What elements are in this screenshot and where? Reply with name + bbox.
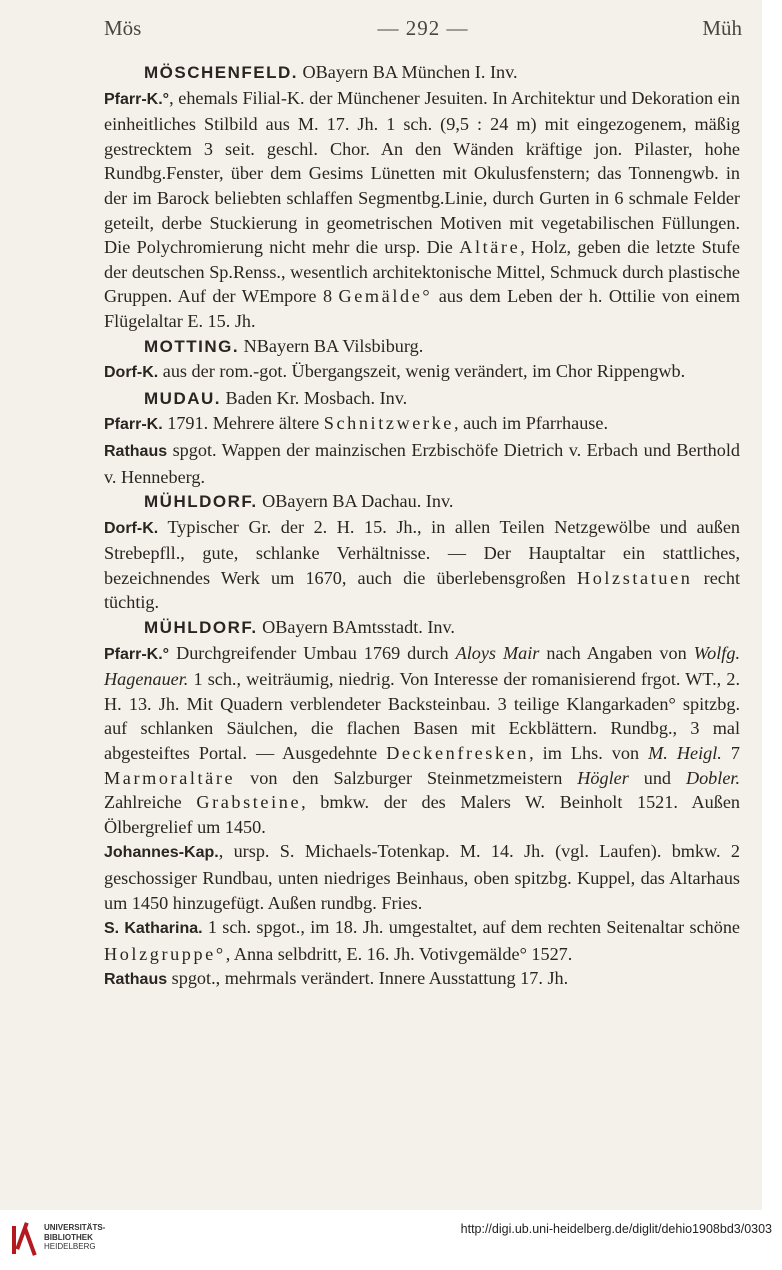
- place-heading: [104, 386, 740, 412]
- place-name: MÜHLDORF.: [144, 618, 258, 638]
- source-url-link[interactable]: http://digi.ub.uni-heidelberg.de/diglit/dehio1908bd3/0303: [460, 1222, 772, 1236]
- artist-name: Högler: [577, 767, 629, 788]
- entry-text: , im Lhs. von: [529, 743, 649, 764]
- place-name: MOTTING.: [144, 336, 240, 356]
- main-text: [104, 60, 740, 993]
- artist-name: Aloys Mair: [455, 642, 540, 663]
- entry-text: aus der rom.-got. Übergangszeit, wenig verändert, im Chor Rippengwb.: [158, 361, 686, 382]
- place-name: MÖSCHENFELD.: [144, 63, 298, 82]
- place-location: Baden Kr. Mosbach. Inv.: [221, 387, 408, 408]
- entry-text: 7: [721, 743, 741, 764]
- building-keyword: Pfarr-K.°: [104, 645, 170, 663]
- building-keyword: Rathaus: [104, 971, 168, 989]
- building-keyword: Dorf-K.: [104, 519, 159, 537]
- building-keyword: Johannes-Kap.: [104, 844, 219, 862]
- building-entry: [104, 517, 740, 613]
- running-header: [104, 16, 742, 46]
- place-heading: [104, 615, 740, 641]
- entry-text: 1 sch. spgot., im 18. Jh. umgestaltet, auf dem rechten Seitenaltar schöne: [202, 917, 740, 938]
- spaced-term: Schnitzwerke: [323, 413, 454, 434]
- place-entry: [104, 615, 740, 993]
- building-entry: [104, 641, 740, 840]
- spaced-term: Altäre: [459, 237, 521, 258]
- entry-text: 1791. Mehrere ältere: [162, 413, 324, 434]
- library-name-line: BIBLIOTHEK: [44, 1232, 93, 1242]
- spaced-term: Holzstatuen: [576, 567, 693, 588]
- place-entry: [104, 489, 740, 615]
- place-location: OBayern BAmtsstadt. Inv.: [257, 617, 455, 638]
- building-entry: [104, 438, 740, 489]
- place-location: NBayern BA Vilsbiburg.: [239, 335, 424, 356]
- entry-text: , bmkw. der des Malers W. Beinholt 1521. Außen Ölbergrelief um 1450.: [104, 792, 740, 837]
- entry-text: Durchgreifender Umbau 1769 durch: [169, 642, 456, 663]
- entry-text: nach Angaben von: [539, 642, 694, 663]
- heidelberg-university-logo-icon: [10, 1220, 40, 1260]
- place-name: MUDAU.: [144, 388, 221, 408]
- artist-name: Dobler.: [685, 767, 741, 788]
- building-keyword: Rathaus: [104, 442, 168, 460]
- place-entry: [104, 60, 740, 334]
- building-keyword: Pfarr-K.°: [104, 90, 170, 108]
- entry-text: 1 sch., weiträumig, niedrig. Von Interesse der romanisierend frgot. WT., 2. H. 13. Jh. Mit Quadern verblendeter Backsteinbau. 3 teilige Klangarkaden° spitzbg. auf schlanken Säulchen, die flachen Basen mit Eckblättern. Rundbg., 3 mal abgesteiftes Portal. — Ausgedehnte: [104, 669, 740, 764]
- library-name: [44, 1223, 105, 1252]
- entry-text: aus dem Leben der h. Ottilie von einem Flügelaltar E. 15. Jh.: [104, 286, 740, 331]
- building-keyword: Pfarr-K.: [104, 416, 163, 434]
- building-keyword: S. Katharina.: [104, 920, 203, 938]
- entry-text: , Holz, geben die letzte Stufe der deutschen Sp.Renss., wesentlich architektonische Mittel, Schmuck durch plastische Gruppen. Auf der WEmpore 8: [104, 237, 740, 307]
- place-name: MÜHLDORF.: [144, 492, 258, 512]
- artist-name: M. Heigl.: [648, 743, 722, 764]
- building-entry: [104, 411, 740, 438]
- spaced-term: Grabsteine: [196, 792, 302, 813]
- entry-text: , ursp. S. Michaels-Totenkap. M. 14. Jh. (vgl. Laufen). bmkw. 2 geschossiger Rundbau, unten niedriges Beinhaus, oben spitzbg. Kuppel, das Altarhaus um 1450 hinzugefügt. Außen rundbg. Fries.: [104, 841, 740, 913]
- place-entry: [104, 386, 740, 489]
- entry-text: , auch im Pfarrhause.: [453, 413, 609, 434]
- place-heading: [104, 60, 740, 86]
- place-heading: [104, 489, 740, 515]
- entry-text: Zahlreiche: [104, 792, 197, 813]
- entry-text: spgot. Wappen der mainzischen Erzbischöfe Dietrich v. Erbach und Berthold v. Henneberg.: [104, 439, 740, 487]
- artist-name: Wolfg. Hagenauer.: [104, 642, 740, 690]
- spaced-term: Holzgruppe°: [104, 943, 226, 964]
- spaced-term: Gemälde°: [338, 286, 433, 307]
- building-entry: [104, 915, 740, 966]
- entry-text: von den Salzburger Steinmetzmeistern: [235, 767, 578, 788]
- library-name-line: HEIDELBERG: [44, 1242, 96, 1251]
- spaced-term: Marmoraltäre: [104, 767, 236, 788]
- page-number: — 292 —: [377, 16, 469, 40]
- building-entry: [104, 361, 685, 381]
- entry-text: und: [628, 767, 686, 788]
- building-entry: [104, 966, 740, 993]
- place-location: OBayern BA München I. Inv.: [298, 62, 518, 82]
- header-left-keyword: Mös: [104, 16, 142, 40]
- entry-text: , Anna selbdritt, E. 16. Jh. Votivgemälde° 1527.: [225, 943, 573, 964]
- place-entry: [104, 334, 740, 386]
- entry-text: spgot., mehrmals verändert. Innere Ausstattung 17. Jh.: [167, 968, 569, 989]
- building-entry: [104, 839, 740, 915]
- library-name-line: UNIVERSITÄTS-: [44, 1223, 106, 1232]
- viewer-footer: [0, 1210, 782, 1270]
- spaced-term: Deckenfresken: [386, 743, 530, 764]
- building-entry: [104, 88, 740, 331]
- header-right-keyword: Müh: [702, 16, 742, 40]
- place-heading: [104, 334, 740, 360]
- entry-text: Typischer Gr. der 2. H. 15. Jh., in allen Teilen Netzgewölbe und außen Strebepfll., gute, schlanke Verhältnisse. — Der Hauptaltar ein stattliches, bezeichnendes Werk um 1670, auch die überlebensgroßen: [104, 516, 740, 588]
- place-location: OBayern BA Dachau. Inv.: [257, 491, 454, 512]
- entry-text: recht tüchtig.: [104, 567, 740, 613]
- building-keyword: Dorf-K.: [104, 364, 159, 382]
- entry-text: , ehemals Filial-K. der Münchener Jesuiten. In Architektur und Dekoration ein einheitliches Stilbild aus M. 17. Jh. 1 sch. (9,5 : 24 m) mit eingezogenem, mäßig gestrecktem 3 seit. geschl. Chor. An den Wänden kräftige jon. Pilaster, hohe Rundbg.Fenster, über dem Gesims Lünetten mit Okulusfenstern; das Tonnengwb. in der im Barock beliebten schlaffen Segmentbg.Linie, durch Gurten in 6 schmale Felder geteilt, derbe Stuckierung in geometrischen Motiven mit vegetabilischen Füllungen. Die Polychromierung nicht mehr die ursp. Die: [104, 87, 740, 258]
